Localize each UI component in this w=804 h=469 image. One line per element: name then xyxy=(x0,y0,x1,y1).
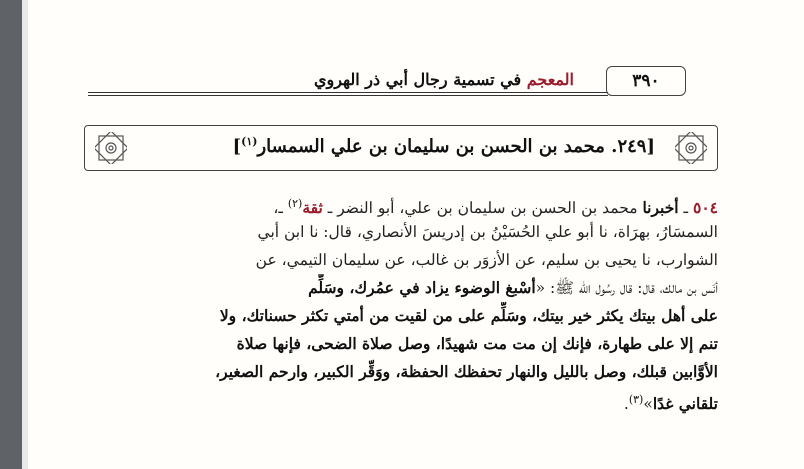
header-title-accent: المعجم xyxy=(526,70,574,89)
text-run: محمد بن الحسن بن سليمان بن علي، أبو النضر ـ xyxy=(322,199,643,218)
text-run: » xyxy=(643,395,653,414)
text-line xyxy=(82,386,718,414)
text-run: ـ، xyxy=(273,199,288,218)
page-number: ٣٩٠ xyxy=(606,66,686,96)
footnote-ref: (٣) xyxy=(628,393,644,406)
footnote-ref: (١) xyxy=(241,135,258,148)
text-line xyxy=(82,274,718,302)
hadith-text: تلقاني غدًا xyxy=(652,394,718,414)
text-line xyxy=(82,190,718,218)
entry-heading-close: ] xyxy=(232,136,242,157)
text-line: السمسَارُ، بهرَاة، نا أبو علي الحُسَيْنُ بن إدريسَ الأنصاري، قال: نا ابن أبي xyxy=(257,223,718,241)
hadith-text: أسْبغ الوضوء يزاد في عمُرك، وسَلِّم xyxy=(308,278,536,297)
hadith-text-line: على أهل بيتك يكثر خير بيتك، وسَلِّم على من لقيت من أمتي تكثر حسناتك، ولا xyxy=(219,306,718,325)
entry-heading-text: [٢٤٩. محمد بن الحسن بن سليمان بن علي السمسار xyxy=(257,136,655,157)
text-bold: أخبرنا xyxy=(642,198,679,218)
header-rule-top xyxy=(88,92,608,93)
text-dash: ـ xyxy=(678,199,694,218)
ornament-icon xyxy=(95,132,127,164)
text-run: أنَس بن مالك، قال: قال رسُول الله ﷺ: « xyxy=(535,279,718,297)
ornament-icon xyxy=(675,132,707,164)
text-line: الشوارب، نا يحيى بن سليم، عن الأزوَر بن غالب، عن سليمان التيمي، عن xyxy=(255,251,718,269)
hadith-text-line: تنم إلا على طهارة، فإنك إن مت مت شهيدًا، وصل صلاة الضحى، فإنها صلاة xyxy=(236,334,718,353)
header-rule-bottom xyxy=(88,95,608,96)
running-header-title xyxy=(314,70,574,89)
footnote-ref: (٢) xyxy=(287,197,303,210)
hadith-text-line: الأوَّابين قبلك، وصل بالليل والنهار تحفظك الحفظة، ووَقِّر الكبير، وارحم الصغير، xyxy=(215,362,718,381)
hadith-number: ٥٠٤ xyxy=(693,198,718,218)
viewer-scroll-gutter xyxy=(0,0,22,469)
grade-label: ثقة xyxy=(302,198,323,218)
header-title-rest: في تسمية رجال أبي ذر الهروي xyxy=(313,70,522,89)
text-run: . xyxy=(623,395,629,414)
entry-heading-frame xyxy=(84,125,718,171)
body-text xyxy=(82,190,718,414)
entry-heading xyxy=(147,135,655,157)
